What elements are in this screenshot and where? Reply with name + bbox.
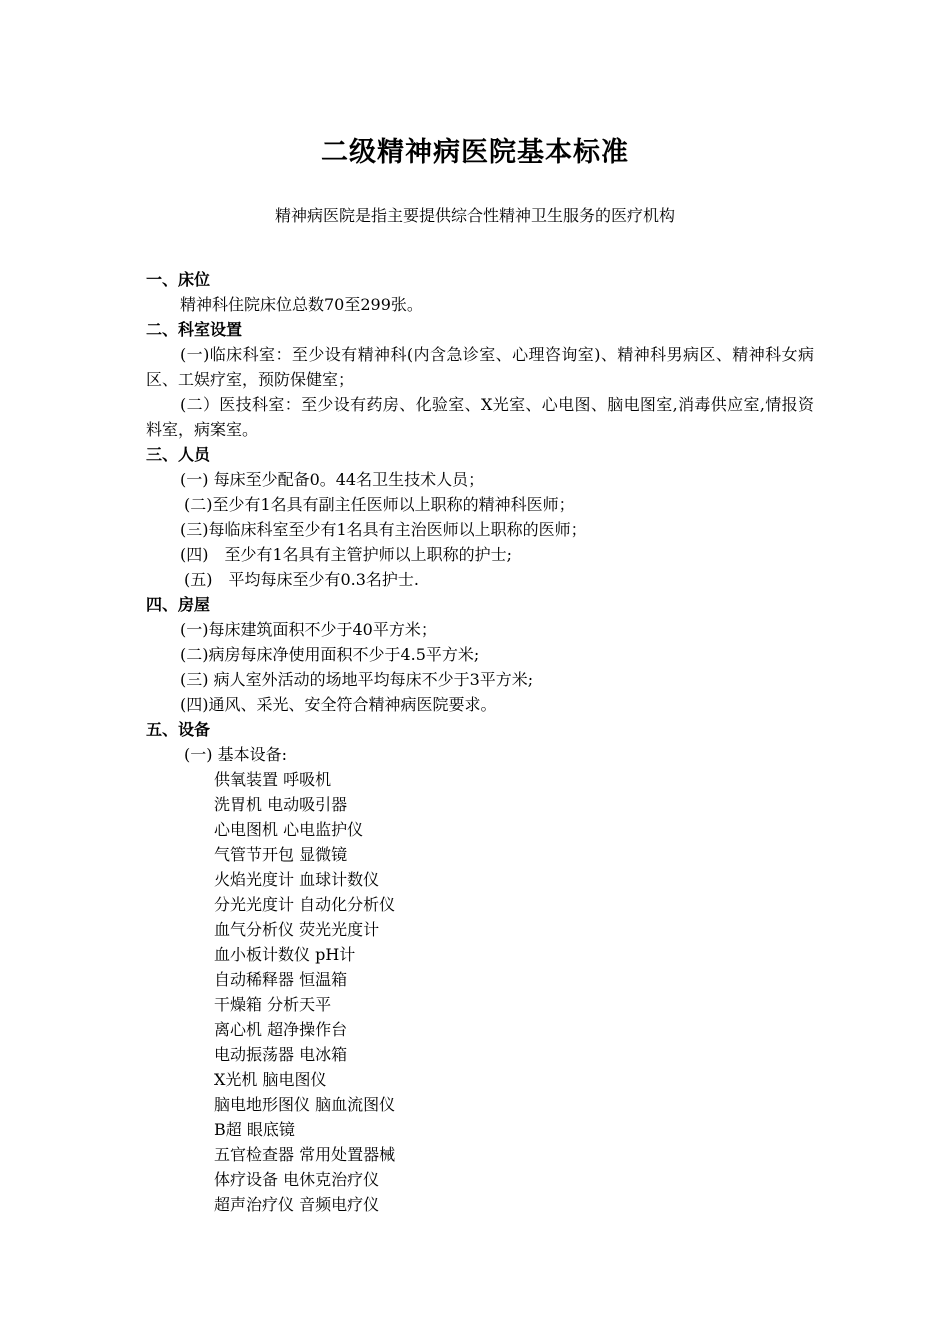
equipment-item: 体疗设备 电休克治疗仪 [214,1170,380,1189]
staff-item: (二)至少有1名具有副主任医师以上职称的精神科医师； [184,495,575,514]
equipment-item: 心电图机 心电监护仪 [214,820,364,839]
document-subtitle: 精神病医院是指主要提供综合性精神卫生服务的医疗机构 [274,206,675,225]
equipment-item: 干燥箱 分析天平 [214,995,332,1014]
equipment-item: 电动振荡器 电冰箱 [214,1045,348,1064]
equipment-item: 分光光度计 自动化分析仪 [214,895,396,914]
equipment-item: 火焰光度计 血球计数仪 [214,870,380,889]
staff-item: (五) 平均每床至少有0.3名护士. [184,570,420,589]
equipment-item: 离心机 超净操作台 [214,1020,348,1039]
building-item: (四)通风、采光、安全符合精神病医院要求。 [180,695,497,714]
equipment-item: B超 眼底镜 [214,1120,295,1139]
staff-item: (四) 至少有1名具有主管护师以上职称的护士; [180,545,513,564]
equipment-item: 五官检查器 常用处置器械 [214,1145,396,1164]
staff-item: (一) 每床至少配备0。44名卫生技术人员； [180,470,485,489]
technical-departments-paragraph: (二）医技科室：至少设有药房、化验室、X光室、心电图、脑电图室,消毒供应室,情报资料室，病案室。 [146,395,814,439]
building-item: (一)每床建筑面积不少于40平方米； [180,620,437,639]
equipment-item: 供氧装置 呼吸机 [214,770,332,789]
document-body [146,267,814,1217]
equipment-item: 气管节开包 显微镜 [214,845,348,864]
document-title: 二级精神病医院基本标准 [321,137,629,168]
beds-text: 精神科住院床位总数70至299张。 [180,295,423,314]
equipment-item: 超声治疗仪 音频电疗仪 [214,1195,380,1214]
building-item: (三) 病人室外活动的场地平均每床不少于3平方米; [180,670,534,689]
equipment-subheading: (一) 基本设备: [184,745,287,764]
equipment-item: 脑电地形图仪 脑血流图仪 [214,1095,396,1114]
equipment-item: 血气分析仪 荧光光度计 [214,920,380,939]
equipment-item: 血小板计数仪 pH计 [214,945,356,964]
staff-item: (三)每临床科室至少有1名具有主治医师以上职称的医师； [180,520,587,539]
section-heading-buildings: 四、房屋 [146,595,211,614]
equipment-item: X光机 脑电图仪 [214,1070,327,1089]
section-heading-departments: 二、科室设置 [146,320,243,339]
section-heading-staff: 三、人员 [146,445,211,464]
equipment-item: 自动稀释器 恒温箱 [214,970,348,989]
building-item: (二)病房每床净使用面积不少于4.5平方米; [180,645,480,664]
section-heading-equipment: 五、设备 [146,720,211,739]
section-heading-beds: 一、床位 [146,270,211,289]
equipment-item: 洗胃机 电动吸引器 [214,795,348,814]
clinical-departments-paragraph: (一)临床科室：至少设有精神科(内含急诊室、心理咨询室)、精神科男病区、精神科女病区、工娱疗室，预防保健室； [146,345,814,389]
